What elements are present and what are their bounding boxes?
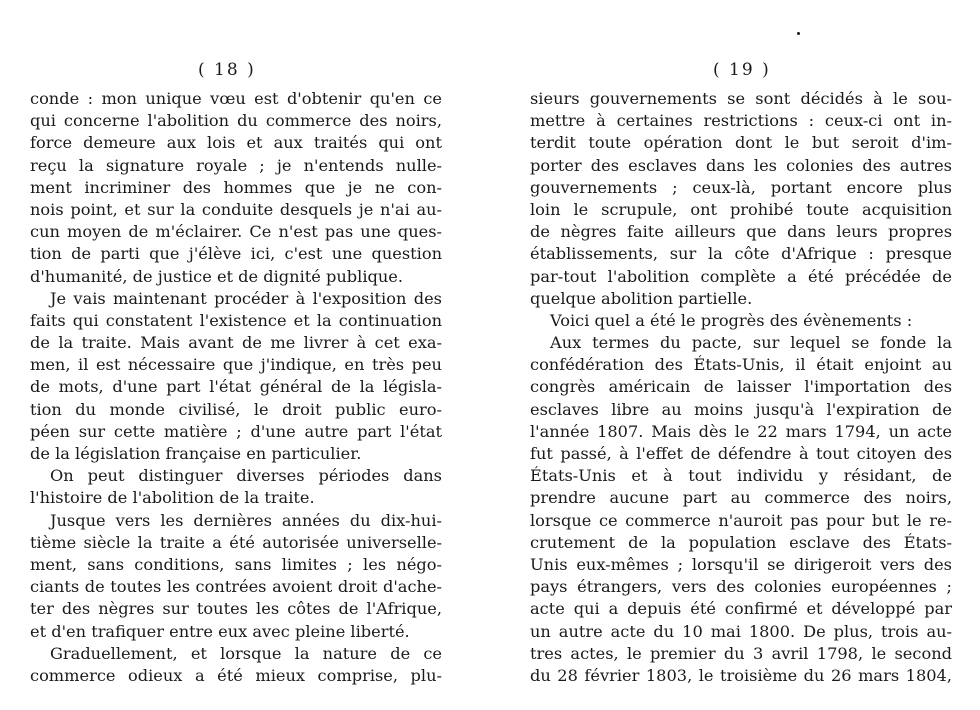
text-line: un autre acte du 10 mai 1800. De plus, trois au- xyxy=(530,621,952,641)
text-line: sieurs gouvernements se sont décidés à le sou- xyxy=(530,89,952,108)
text-line: commerce odieux a été mieux comprise, plu- xyxy=(30,665,442,685)
text-line: terdit toute opération dont le but seroit d'im- xyxy=(530,133,952,153)
text-line: péen sur cette matière ; d'une autre part l'état xyxy=(30,421,442,441)
right-page-number: ( 19 ) xyxy=(713,60,771,80)
text-line: de la traite. Mais avant de me livrer à cet exa- xyxy=(30,333,442,353)
text-line: prendre aucune part au commerce des noirs, xyxy=(530,488,952,508)
text-line: acte qui a depuis été confirmé et développé par xyxy=(530,599,952,619)
text-line: de nègres faite ailleurs que dans leurs propres xyxy=(530,222,952,242)
text-line: l'histoire de l'abolition de la traite. xyxy=(30,488,315,508)
text-line: force demeure aux lois et aux traités qui ont xyxy=(30,133,442,153)
text-line: quelque abolition partielle. xyxy=(530,288,753,308)
text-line: cun moyen de m'éclairer. Ce n'est pas une ques- xyxy=(30,222,442,242)
text-line: esclaves libre au moins jusqu'à l'expiration de xyxy=(530,399,952,419)
text-line: nois point, et sur la conduite desquels je n'ai au- xyxy=(30,199,442,219)
text-line: reçu la signature royale ; je n'entends nulle- xyxy=(30,155,442,175)
text-line: États-Unis et à tout individu y résidant, de xyxy=(530,466,952,486)
text-line: Je vais maintenant procéder à l'exposition des xyxy=(50,288,442,308)
text-line: loin le scrupule, ont prohibé toute acquisition xyxy=(530,199,952,219)
text-line: ter des nègres sur toutes les côtes de l'Afrique, xyxy=(30,599,442,619)
text-line: de mots, d'une part l'état général de la législa- xyxy=(30,377,442,397)
text-line: lorsque ce commerce n'auroit pas pour but le re- xyxy=(530,510,952,530)
text-line: mettre à certaines restrictions : ceux-ci ont in- xyxy=(530,111,952,131)
text-line: conde : mon unique vœu est d'obtenir qu'en ce xyxy=(30,89,442,108)
text-line: et d'en trafiquer entre eux avec pleine liberté. xyxy=(30,621,410,641)
text-line: fut passé, à l'effet de défendre à tout citoyen des xyxy=(530,444,952,463)
right-page-text xyxy=(530,88,952,687)
text-line: de la législation française en particulier. xyxy=(30,444,362,463)
text-line: par-tout l'abolition complète a été précédée de xyxy=(530,266,952,286)
text-line: du 28 février 1803, le troisième du 26 mars 1804, xyxy=(530,665,952,685)
text-line: On peut distinguer diverses périodes dans xyxy=(50,466,442,486)
text-line: Voici quel a été le progrès des évènements : xyxy=(550,310,913,330)
text-line: men, il est nécessaire que j'indique, en très peu xyxy=(30,355,442,375)
text-line: ment incriminer des hommes que je ne con- xyxy=(30,177,442,197)
text-line: porter des esclaves dans les colonies des autres xyxy=(530,155,952,175)
text-line: tion du monde civilisé, le droit public euro- xyxy=(30,399,442,419)
text-line: Jusque vers les dernières années du dix-hui- xyxy=(50,510,442,530)
left-page-number: ( 18 ) xyxy=(198,60,256,80)
text-line: ciants de toutes les contrées avoient droit d'ache- xyxy=(30,577,442,597)
text-line: congrès américain de laisser l'importation des xyxy=(530,377,952,397)
text-line: tion de parti que j'élève ici, c'est une question xyxy=(30,244,442,264)
text-line: qui concerne l'abolition du commerce des noirs, xyxy=(30,111,442,131)
ink-speck xyxy=(797,32,800,35)
left-page-text xyxy=(30,88,442,687)
text-line: crutement de la population esclave des États- xyxy=(530,532,952,552)
text-line: établissements, sur la côte d'Afrique : presque xyxy=(530,244,952,264)
text-line: faits qui constatent l'existence et la continuation xyxy=(30,310,442,330)
text-line: tième siècle la traite a été autorisée universelle- xyxy=(30,532,442,552)
text-line: d'humanité, de justice et de dignité publique. xyxy=(30,266,404,286)
text-line: Unis eux-mêmes ; lorsqu'il se dirigeroit vers des xyxy=(530,554,952,574)
text-line: Aux termes du pacte, sur lequel se fonde la xyxy=(550,333,952,353)
text-line: l'année 1807. Mais dès le 22 mars 1794, un acte xyxy=(530,421,952,441)
text-line: confédération des États-Unis, il était enjoint au xyxy=(530,355,952,375)
text-line: ment, sans conditions, sans limites ; les négo- xyxy=(30,554,442,574)
text-line: Graduellement, et lorsque la nature de ce xyxy=(50,643,442,663)
text-line: tres actes, le premier du 3 avril 1798, le second xyxy=(530,643,952,663)
text-line: pays étrangers, vers des colonies européennes ; xyxy=(530,577,952,597)
text-line: gouvernements ; ceux-là, portant encore plus xyxy=(530,177,952,197)
